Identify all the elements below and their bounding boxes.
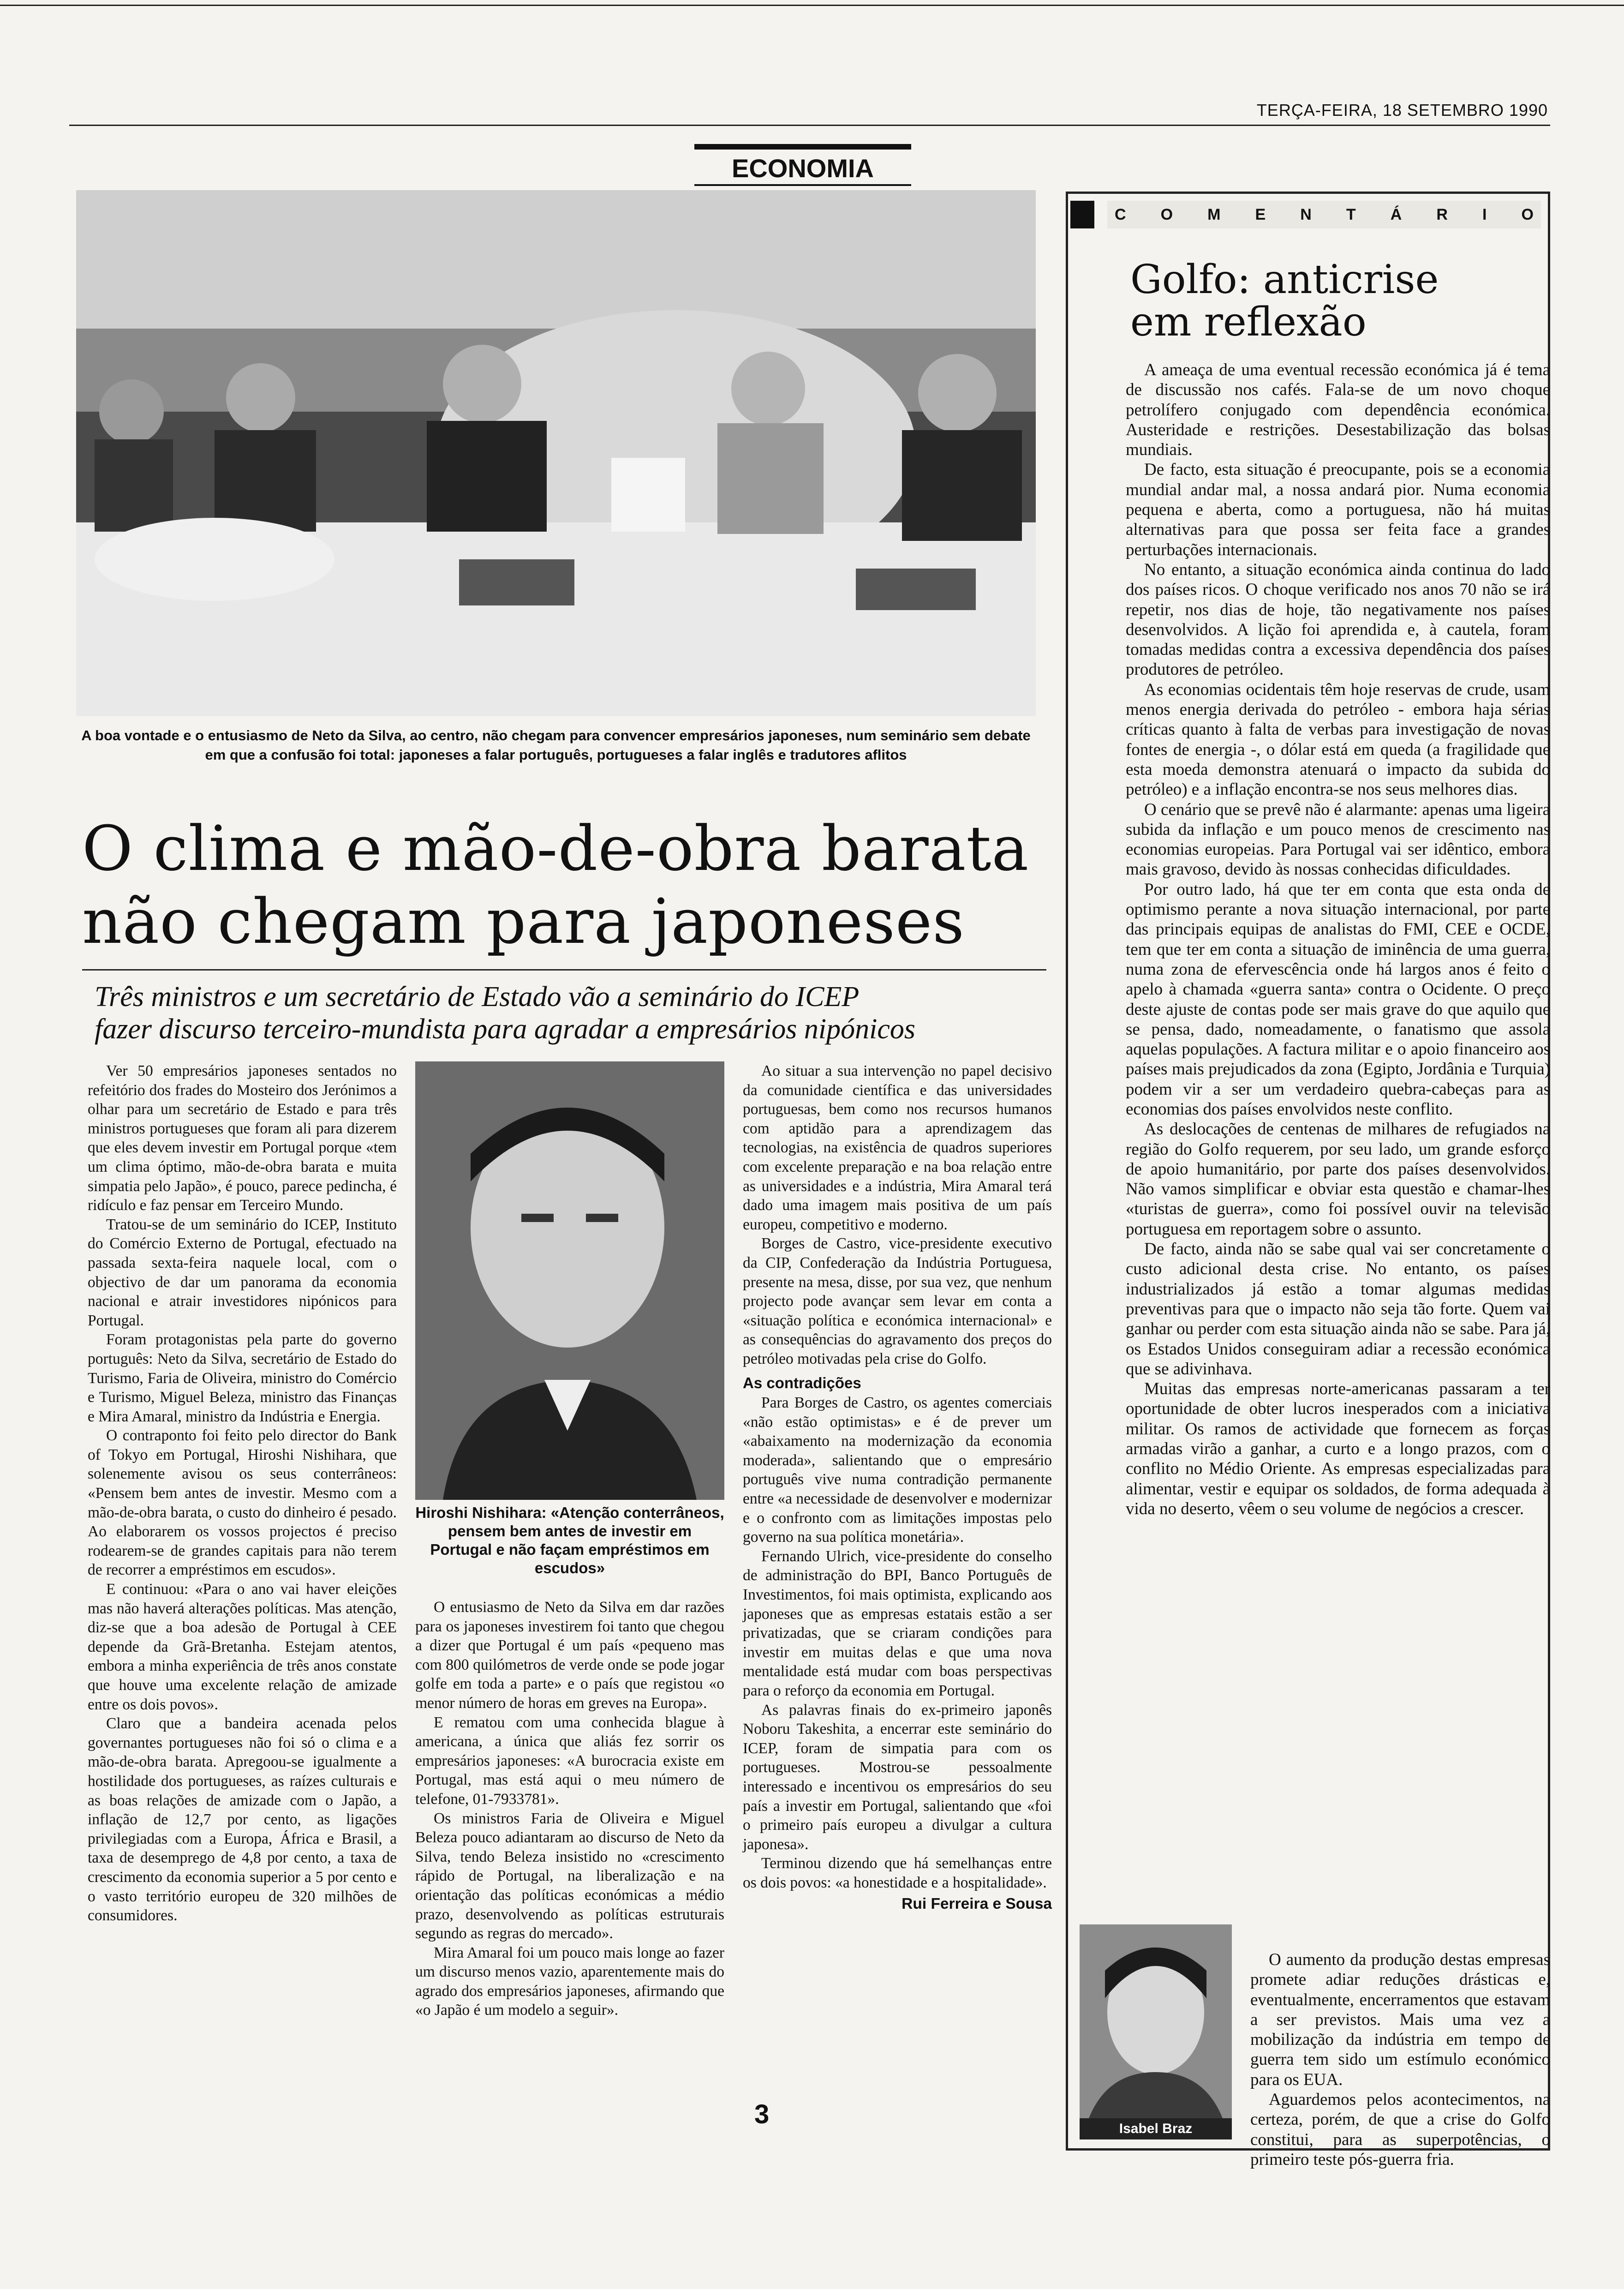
commentary-marker [1070,201,1094,228]
section-label: ECONOMIA [694,144,911,186]
author-name: Isabel Braz [1080,2118,1232,2139]
col3-paragraph: Ao situar a sua intervenção no papel decisivo da comunidade científica e das universidades portuguesas, bem como nos recursos humanos com aptidão para a aprendizagem das tecnologias, na existência de quadros superiores com excelente preparação e na boa relação entre as universidades e a indústria, Mira Amaral terá dado uma imagem mais positiva de um país europeu, competitivo e moderno. [743,1062,1052,1233]
commentary-label [1107,201,1541,228]
commentary-text-top [1126,360,1550,1947]
portrait-caption: Hiroshi Nishihara: «Atenção conterrâneos, pensem bem antes de investir em Portugal e não façam empréstimos em escudos» [415,1504,724,1576]
commentary-title-line-2: em reflexão [1130,299,1367,345]
headline-line-2: não chegam para japoneses [82,886,965,958]
commentary-title [1130,258,1439,343]
article-column-3 [743,1061,1052,2100]
col1-paragraph: Claro que a bandeira acenada pelos governantes portugueses não foi só o clima e a mão-de-obra barata. Apregoou-se igualmente a hostilidade dos portugueses, as raízes culturais e as boas relações de amizade com o Japão, a inflação de 12,7 por cento, as ligações privilegiadas com a Europa, África e Brasil, a taxa de desemprego de 4,8 por cento, a taxa de crescimento da economia superior a 5 por cento e o vasto território europeu de 320 milhões de consumidores. [88,1715,397,1924]
seminar-photo-image [76,190,1036,716]
byline: Rui Ferreira e Sousa [902,1895,1052,1912]
commentary-letter: Á [1390,205,1402,223]
photo-caption: A boa vontade e o entusiasmo de Neto da Silva, ao centro, não chegam para convencer empresários japoneses, num seminário sem debate em que a confusão foi total: japoneses a falar português, portugueses a falar inglês e tradutores aflitos [81,727,1031,763]
commentary-paragraph: As economias ocidentais têm hoje reservas de crude, usam menos energia derivada do petróleo - embora haja sérias críticas quanto à falta de verbas para investigação de novas fontes de energia -, o dólar está em queda (a fragilidade que esta moeda demonstra atenuará o impacto da subida do petróleo) e a inflação encontra-se nos seus melhores dias. [1126,680,1550,799]
headline-rule [82,969,1046,971]
col3-paragraph: As palavras finais do ex-primeiro japonês Noboru Takeshita, a encerrar este seminário do ICEP, foram de simpatia para com os portugueses. Mostrou-se pessoalmente interessado e incentivou os empresários do seu país a investir em Portugal, salientando que «foi o primeiro país europeu a divulgar a cultura japonesa». [743,1701,1052,1853]
commentary-paragraph: Por outro lado, há que ter em conta que esta onda de optimismo perante a nova situação internacional, por parte das principais equipas de analistas do FMI, CEE e OCDE, tem que ter em conta a situação de iminência de uma guerra, numa zona de efervescência onde há largos anos é feito o apelo à chamada «guerra santa» contra o Ocidente. O preço deste ajuste de contas pode ser mais grave do que aquilo que se pensa, dado, nomeadamente, o fanatismo que assola aquelas populações. A factura militar e o apoio financeiro aos países mais prejudicados da zona (Egipto, Jordânia e Turquia) podem vir a ser um verdadeiro quebra-cabeças para as economias dos países envolvidos neste conflito. [1126,880,1550,1119]
author-portrait-image [1080,1924,1232,2118]
commentary-paragraph: De facto, ainda não se sabe qual vai ser concretamente o custo adicional desta crise. No entanto, os países industrializados já estão a tomar algumas medidas preventivas para que o impacto não seja tão forte. Quem vai ganhar ou perder com esta situação ainda não se sabe. Para já, os Estados Unidos conseguiram adiar a recessão económica que se adivinhava. [1126,1240,1550,1378]
commentary-letter: I [1482,205,1487,223]
nishihara-portrait [415,1061,724,1500]
commentary-paragraph: No entanto, a situação económica ainda continua do lado dos países ricos. O choque verificado nos anos 70 não se irá repetir, nos dias de hoje, tão negativamente nos países desenvolvidos. A lição foi aprendida e, à cautela, foram tomadas medidas contra a excessiva dependência dos países produtores de petróleo. [1126,560,1550,679]
commentary-paragraph: O aumento da produção destas empresas promete adiar reduções drásticas e, eventualmente, encerramentos que estavam a ser previstos. Mais uma vez a mobilização da indústria em tempo de guerra tem sido um estímulo económico para os EUA. [1250,1950,1550,2089]
commentary-paragraph: A ameaça de uma eventual recessão económica já é tema de discussão nos cafés. Fala-se de um novo choque petrolífero conjugado com dependência económica. Austeridade e restrições. Desestabilização das bolsas mundiais. [1126,360,1550,460]
col2-paragraph: O entusiasmo de Neto da Silva em dar razões para os japoneses investirem foi tanto que chegou a dizer que Portugal é um país «pequeno mas com 800 quilómetros de verde onde se pode jogar golfe em toda a parte» e o país que registou «o menor número de horas em greves na Europa». [415,1599,724,1712]
commentary-letter: E [1255,205,1266,223]
seminar-photo [76,190,1036,716]
col3-paragraph: Borges de Castro, vice-presidente executivo da CIP, Confederação da Indústria Portuguesa, presente na mesa, disse, por sua vez, que nenhum projecto pode avançar sem levar em conta a «situação política e económica internacional» e as consequências do agravamento dos preços do petróleo motivadas pela crise do Golfo. [743,1235,1052,1367]
article-column-2 [415,1598,724,2096]
col3-paragraph: Terminou dizendo que há semelhanças entre os dois povos: «a honestidade e a hospitalidade». [743,1855,1052,1891]
commentary-letter: O [1521,205,1534,223]
header-rule [69,125,1550,126]
col1-paragraph: Tratou-se de um seminário do ICEP, Instituto do Comércio Externo de Portugal, efectuado na passada sexta-feira naquele local, com o objectivo de dar um panorama da economia nacional e atrair investidores nipónicos para Portugal. [88,1216,397,1329]
commentary-paragraph: Aguardemos pelos acontecimentos, na certeza, porém, de que a crise do Golfo constitui, para as superpotências, o primeiro teste pós-guerra fria. [1250,2090,1550,2169]
subhead-line-2: fazer discurso terceiro-mundista para agradar a empresários nipónicos [95,1013,916,1045]
commentary-letter: R [1436,205,1448,223]
col3-paragraph: Fernando Ulrich, vice-presidente do conselho de administração do BPI, Banco Português de Investimentos, foi mais optimista, explicando aos japoneses que as empresas estatais estão a ser privatizadas, que se criaram condições para investir em muitas delas e que uma nova mentalidade está mudar com boas perspectivas para o reforço da economia em Portugal. [743,1547,1052,1699]
commentary-text-bottom [1250,1950,1550,2169]
issue-date: TERÇA-FEIRA, 18 SETEMBRO 1990 [1256,101,1548,120]
col1-paragraph: O contraponto foi feito pelo director do Bank of Tokyo em Portugal, Hiroshi Nishihara, que solenemente avisou os seus conterrâneos: «Pensem bem antes de investir. Mesmo com a mão-de-obra barata, o custo do dinheiro é pesado. Ao elaborarem os vossos projectos é preciso rodearem-se de grandes capitais para não terem de recorrer a empréstimos em escudos». [88,1427,397,1579]
commentary-paragraph: De facto, esta situação é preocupante, pois se a economia mundial andar mal, a nossa andará pior. Numa economia pequena e aberta, como a portuguesa, não há muitas alternativas para que possa ser feita face a grandes perturbações internacionais. [1126,460,1550,559]
col2-paragraph: E rematou com uma conhecida blague à americana, a única que aliás fez sorrir os empresários japoneses: «A burocracia existe em Portugal, mas está aqui o meu número de telefone, 01-7933781». [415,1714,724,1808]
commentary-letter: N [1300,205,1312,223]
subhead-line-1: Três ministros e um secretário de Estado vão a seminário do ICEP [95,981,860,1013]
commentary-letter: T [1346,205,1356,223]
col3-subheading: As contradições [743,1374,861,1391]
page-number: 3 [754,2099,770,2129]
top-rule [0,5,1624,6]
commentary-paragraph: Muitas das empresas norte-americanas passaram a ter oportunidade de obter lucros inesperados com a iniciativa militar. Os ramos de actividade que fornecem as forças armadas virão a ganhar, a curto e a longo prazos, com o conflito no Médio Oriente. As empresas especializadas para alimentar, vestir e equipar os soldados, de forma adequada à vida no deserto, vêem o seu volume de negócios a crescer. [1126,1379,1550,1518]
headline-line-1: O clima e mão-de-obra barata [82,813,1029,885]
col3-paragraph: Para Borges de Castro, os agentes comerciais «não estão optimistas» e é de prever um «abaixamento na modernização da economia moderada», salientando que o empresário português vive numa contradição permanente entre «a necessidade de desenvolver e modernizar e o confronto com as limitações impostas pelo governo na sua política monetária». [743,1394,1052,1546]
col2-paragraph: Mira Amaral foi um pouco mais longe ao fazer um discurso menos vazio, aparentemente mais do agrado dos empresários japoneses, afirmando que «o Japão é um modelo a seguir». [415,1944,724,2019]
col2-paragraph: Os ministros Faria de Oliveira e Miguel Beleza pouco adiantaram ao discurso de Neto da Silva, tendo Beleza insistido no «crescimento rápido de Portugal, na liberalização e na orientação das políticas económicas a médio prazo, desenvolvendo as políticas estruturais segundo as regras do mercado». [415,1810,724,1942]
author-portrait [1080,1924,1232,2118]
commentary-title-line-1: Golfo: anticrise [1130,257,1439,303]
nishihara-portrait-image [415,1061,724,1500]
commentary-label-bar [1070,201,1541,228]
commentary-paragraph: O cenário que se prevê não é alarmante: apenas uma ligeira subida da inflação e um pouco menos de crescimento nas economias europeias. Para Portugal vai ser idêntico, embora mais gravoso, devido às nossas conhecidas dificuldades. [1126,800,1550,879]
col1-paragraph: Foram protagonistas pela parte do governo português: Neto da Silva, secretário de Estado do Turismo, Faria de Oliveira, ministro do Comércio e Turismo, Miguel Beleza, ministro das Finanças e Mira Amaral, ministro da Indústria e Energia. [88,1331,397,1425]
commentary-paragraph: As deslocações de centenas de milhares de refugiados na região do Golfo requerem, por seu lado, um grande esforço de apoio humanitário, por parte dos países desenvolvidos. Não vamos simplificar e obviar esta questão e chamar-lhes «turistas de guerra», como foi possível ouvir na televisão portuguesa em reportagem sobre o assunto. [1126,1120,1550,1239]
commentary-letter: O [1160,205,1173,223]
col1-paragraph: E continuou: «Para o ano vai haver eleições mas não haverá alterações políticas. Mas atenção, diz-se que a boa adesão de Portugal à CEE depende da Grã-Bretanha. Estejam atentos, embora a minha experiência de três anos constate que houve uma excelente relação de amizade entre os dois povos». [88,1581,397,1713]
col1-paragraph: Ver 50 empresários japoneses sentados no refeitório dos frades do Mosteiro dos Jerónimos a olhar para um secretário de Estado e para três ministros portugueses que foram ali para dizerem que eles devem investir em Portugal porque «tem um clima óptimo, mão-de-obra barata e muita simpatia pelo Japão», é pouco, parece pedincha, é ridículo e faz pensar em Terceiro Mundo. [88,1062,397,1214]
commentary-letter: M [1207,205,1221,223]
commentary-letter: C [1115,205,1126,223]
article-column-1 [88,1061,397,2095]
